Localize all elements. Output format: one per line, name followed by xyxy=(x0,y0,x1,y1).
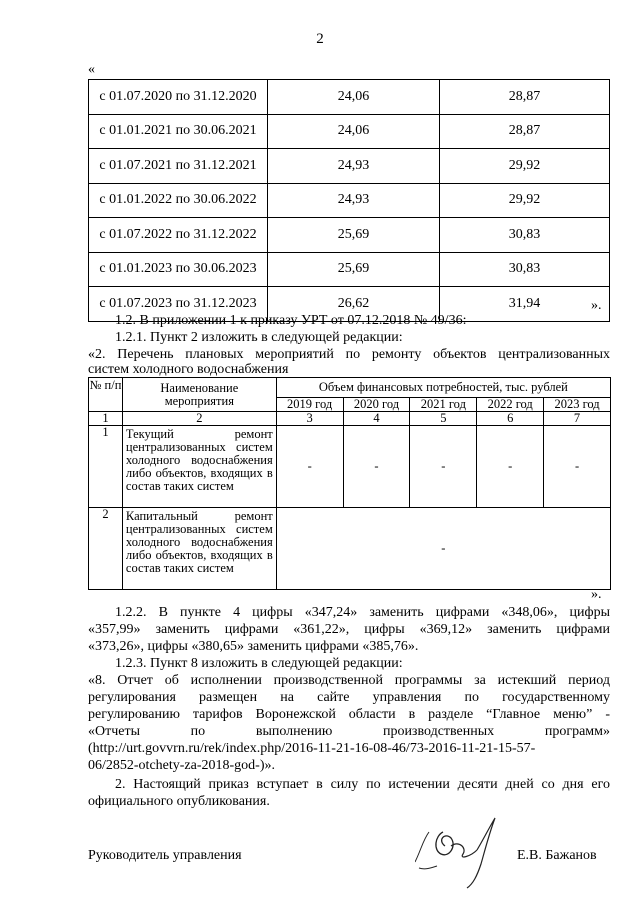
col-num-5: 5 xyxy=(410,412,477,426)
page-number: 2 xyxy=(316,31,324,47)
row1-value-2023: - xyxy=(544,426,611,508)
row1-number: 1 xyxy=(89,426,123,508)
row2-number: 2 xyxy=(89,508,123,590)
tariff-value-2: 28,87 xyxy=(440,80,610,115)
tariff-table xyxy=(88,79,610,322)
tariff-value-2: 28,87 xyxy=(440,114,610,149)
tariff-value-1: 24,93 xyxy=(268,149,440,184)
measures-table xyxy=(88,377,611,590)
paragraph-1-2: 1.2. В приложении 1 к приказу УРТ от 07.12.2018 № 49/36: xyxy=(115,313,467,328)
row2-value: - xyxy=(276,508,610,590)
quote-open: « xyxy=(88,62,95,77)
paragraph-1-2-1: 1.2.1. Пункт 2 изложить в следующей редакции: xyxy=(115,330,403,345)
signatory-name: Е.В. Бажанов xyxy=(517,848,597,863)
tariff-value-2: 30,83 xyxy=(440,252,610,287)
header-financing-volume: Объем финансовых потребностей, тыс. рублей xyxy=(276,378,610,398)
paragraph-8-line-1: «8. Отчет об исполнении производственной программы за истекший период xyxy=(88,673,610,688)
paragraph-8-line-4: «Отчеты по выполнению производственных программ» xyxy=(88,724,610,739)
paragraph-8-line-6: 06/2852-otchety-za-2018-god-)». xyxy=(88,758,275,773)
tariff-value-1: 25,69 xyxy=(268,252,440,287)
tariff-period: с 01.01.2022 по 30.06.2022 xyxy=(89,183,268,218)
tariff-period: с 01.07.2020 по 31.12.2020 xyxy=(89,80,268,115)
tariff-period: с 01.07.2021 по 31.12.2021 xyxy=(89,149,268,184)
signatory-position: Руководитель управления xyxy=(88,848,242,863)
tariff-period: с 01.01.2023 по 30.06.2023 xyxy=(89,252,268,287)
quote-close-1: ». xyxy=(591,298,602,313)
tariff-value-2: 29,92 xyxy=(440,149,610,184)
header-year-2020: 2020 год xyxy=(343,398,410,412)
tariff-row xyxy=(89,80,610,115)
paragraph-final-line-1: 2. Настоящий приказ вступает в силу по истечении десяти дней со дня его xyxy=(115,777,610,792)
quote-close-2: ». xyxy=(591,587,602,602)
tariff-value-2: 31,94 xyxy=(440,287,610,322)
tariff-row xyxy=(89,252,610,287)
tariff-period: с 01.07.2022 по 31.12.2022 xyxy=(89,218,268,253)
paragraph-8-line-2: регулирования размещен на сайте управления по государственному xyxy=(88,690,610,705)
tariff-value-1: 25,69 xyxy=(268,218,440,253)
tariff-value-1: 26,62 xyxy=(268,287,440,322)
row1-value-2022: - xyxy=(477,426,544,508)
tariff-row xyxy=(89,183,610,218)
row2-measure-name: Капитальный ремонт централизованных систем холодного водоснабжения либо объектов, входящих в состав таких систем xyxy=(122,508,276,590)
tariff-row xyxy=(89,149,610,184)
tariff-value-1: 24,06 xyxy=(268,80,440,115)
tariff-value-2: 30,83 xyxy=(440,218,610,253)
paragraph-final-line-2: официального опубликования. xyxy=(88,794,270,809)
header-year-2022: 2022 год xyxy=(477,398,544,412)
col-num-2: 2 xyxy=(122,412,276,426)
col-num-3: 3 xyxy=(276,412,343,426)
row1-value-2020: - xyxy=(343,426,410,508)
list-title-line-1: «2. Перечень плановых мероприятий по ремонту объектов централизованных xyxy=(88,347,610,362)
tariff-period: с 01.01.2021 по 30.06.2021 xyxy=(89,114,268,149)
col-num-6: 6 xyxy=(477,412,544,426)
col-num-1: 1 xyxy=(89,412,123,426)
header-year-2019: 2019 год xyxy=(276,398,343,412)
list-title-line-2: систем холодного водоснабжения xyxy=(88,362,289,377)
tariff-period: с 01.07.2023 по 31.12.2023 xyxy=(89,287,268,322)
handwritten-signature xyxy=(415,810,525,890)
tariff-row xyxy=(89,218,610,253)
row1-measure-name: Текущий ремонт централизованных систем холодного водоснабжения либо объектов, входящих в состав таких систем xyxy=(122,426,276,508)
tariff-value-1: 24,93 xyxy=(268,183,440,218)
row1-value-2021: - xyxy=(410,426,477,508)
tariff-value-2: 29,92 xyxy=(440,183,610,218)
tariff-row xyxy=(89,114,610,149)
header-year-2021: 2021 год xyxy=(410,398,477,412)
paragraph-1-2-2-line-3: «373,26», цифры «380,65» заменить цифрами «385,76». xyxy=(88,639,419,654)
paragraph-1-2-2-line-2: «357,99» заменить цифрами «361,22», цифры «369,12» заменить цифрами xyxy=(88,622,610,637)
paragraph-8-line-5: (http://urt.govvrn.ru/rek/index.php/2016-11-21-16-08-46/73-2016-11-21-15-57- xyxy=(88,741,536,756)
header-year-2023: 2023 год xyxy=(544,398,611,412)
paragraph-8-line-3: регулированию тарифов Воронежской области в разделе “Главное меню” - xyxy=(88,707,610,722)
paragraph-1-2-2-line-1: 1.2.2. В пункте 4 цифры «347,24» заменить цифрами «348,06», цифры xyxy=(115,605,610,620)
tariff-value-1: 24,06 xyxy=(268,114,440,149)
paragraph-1-2-3: 1.2.3. Пункт 8 изложить в следующей редакции: xyxy=(115,656,403,671)
col-num-7: 7 xyxy=(544,412,611,426)
header-measure-name: Наименование мероприятия xyxy=(122,378,276,412)
header-number: № п/п xyxy=(89,378,123,412)
col-num-4: 4 xyxy=(343,412,410,426)
row1-value-2019: - xyxy=(276,426,343,508)
